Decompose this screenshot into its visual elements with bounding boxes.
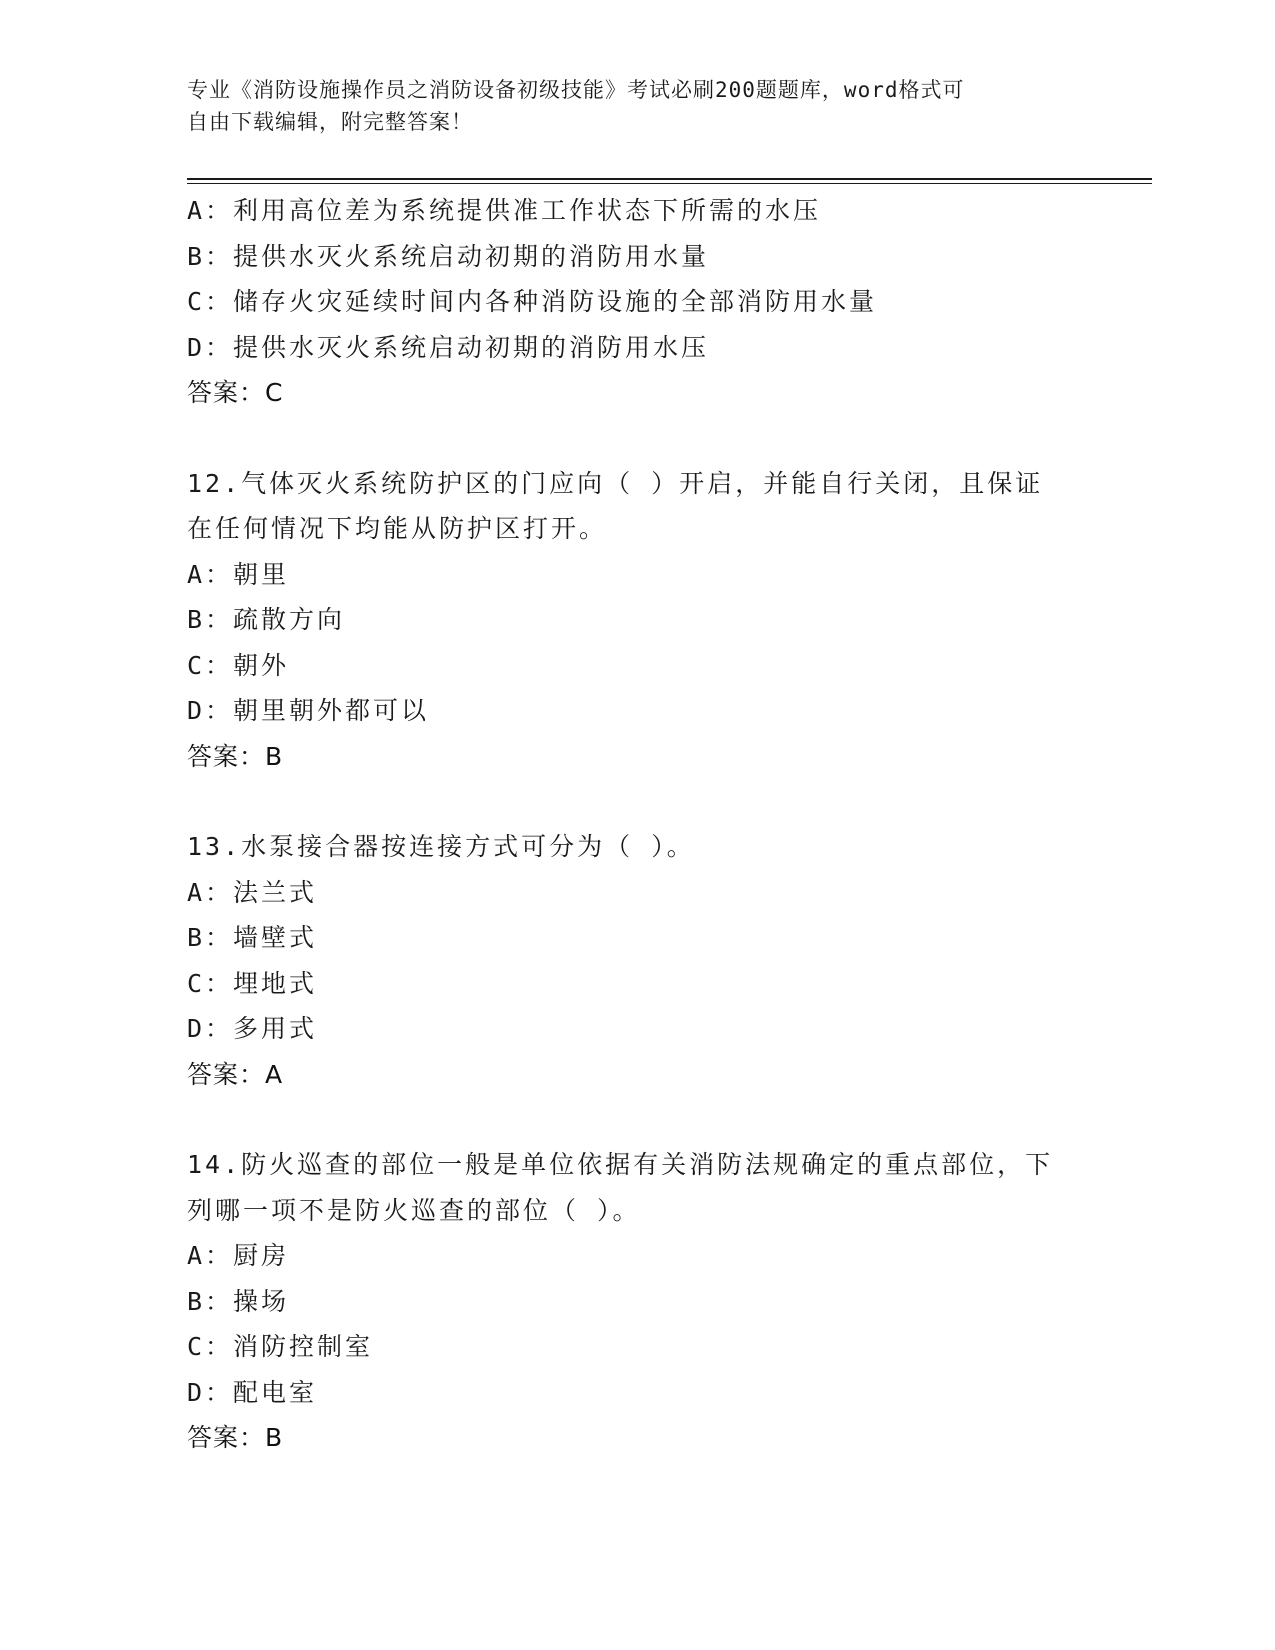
- option-a: A：朝里: [187, 559, 290, 589]
- option-c: C：储存火灾延续时间内各种消防设施的全部消防用水量: [187, 287, 878, 316]
- option-c: C：朝外: [187, 650, 290, 680]
- header-divider: [187, 178, 1152, 180]
- question-text: 13.水泵接合器按连接方式可分为（ ）。: [187, 832, 695, 861]
- header-line-2: 自由下载编辑，附完整答案！: [187, 110, 473, 134]
- option-b: B：操场: [187, 1286, 290, 1316]
- option-d: D：配电室: [187, 1377, 318, 1407]
- answer: 答案：C: [187, 378, 284, 407]
- option-d: D：多用式: [187, 1014, 318, 1043]
- answer: 答案：A: [187, 1059, 284, 1089]
- option-a: A：利用高位差为系统提供准工作状态下所需的水压: [187, 196, 822, 225]
- option-c: C：消防控制室: [187, 1332, 374, 1361]
- option-a: A：法兰式: [187, 877, 318, 907]
- header-divider-thin: [187, 183, 1152, 184]
- option-c: C：埋地式: [187, 968, 318, 998]
- document-header: [187, 74, 1067, 138]
- option-d: D：朝里朝外都可以: [187, 696, 430, 725]
- option-b: B：提供水灭火系统启动初期的消防用水量: [187, 241, 710, 271]
- option-b: B：疏散方向: [187, 605, 346, 634]
- question-block-14: [187, 1142, 1087, 1461]
- option-b: B：墙壁式: [187, 923, 318, 952]
- answer: 答案：B: [187, 741, 284, 771]
- option-a: A：厨房: [187, 1241, 290, 1270]
- question-block-13: [187, 824, 1087, 1097]
- question-block-12: [187, 461, 1087, 780]
- option-d: D：提供水灭火系统启动初期的消防用水压: [187, 332, 710, 362]
- question-text-cont: 列哪一项不是防火巡查的部位（ ）。: [187, 1195, 641, 1225]
- answer: 答案：B: [187, 1423, 284, 1452]
- question-list: [187, 188, 1087, 1461]
- question-block-prev: [187, 188, 1087, 416]
- question-text: 12.气体灭火系统防护区的门应向（ ）开启，并能自行关闭，且保证: [187, 468, 1044, 498]
- question-text-cont: 在任何情况下均能从防护区打开。: [187, 514, 608, 543]
- question-text: 14.防火巡查的部位一般是单位依据有关消防法规确定的重点部位，下: [187, 1150, 1054, 1179]
- header-line-1: 专业《消防设施操作员之消防设备初级技能》考试必刷200题题库，word格式可: [187, 78, 965, 102]
